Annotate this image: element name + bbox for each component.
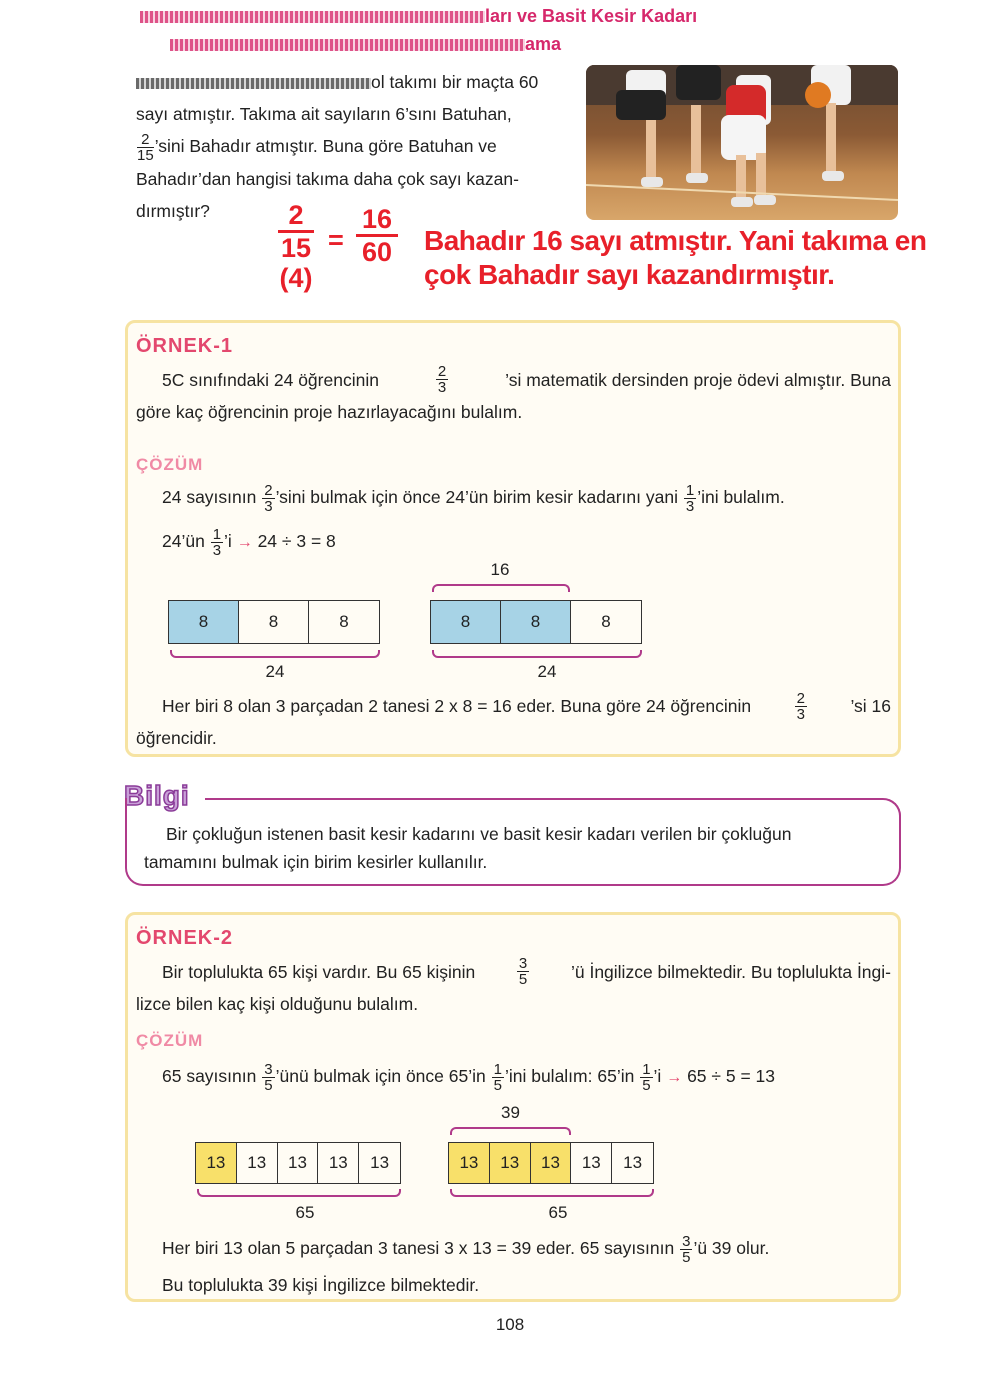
example2-bar-left (195, 1142, 401, 1184)
bar-segment: 8 (239, 601, 309, 643)
example2-fraction: $\frac{3}{5}$ (518, 955, 528, 988)
bar-segment: 8 (431, 601, 501, 643)
bar-segment: 13 (318, 1143, 359, 1183)
intro-fraction: $\frac{2}{15}$ (137, 130, 154, 164)
bar-total-label: 65 (548, 1203, 568, 1222)
example2-bar-right (448, 1142, 654, 1184)
header-title-line1: ları ve Basit Kesir Kadarı (485, 6, 698, 26)
header-obscured-text-2 (170, 39, 525, 51)
bar-total-label: 65 (295, 1203, 315, 1222)
bar-segment: 13 (237, 1143, 278, 1183)
bar-partial-label: 16 (490, 560, 510, 579)
solution2-fraction: $\frac{1}{3}$ (212, 525, 222, 559)
solution-fraction-1-5: $\frac{1}{5}$ (493, 1060, 502, 1094)
solution-fraction-1-5-b: $\frac{1}{5}$ (642, 1060, 651, 1094)
example2-conclusion-line1: Her biri 13 olan 5 parçadan 3 tanesi 3 x 13 = 39 eder. 65 sayısının $\frac{3}{5}$ ’ü 39 olur. (162, 1232, 770, 1266)
bar-segment: 13 (278, 1143, 319, 1183)
bilgi-text-line1: Bir çokluğun istenen basit kesir kadarını ve basit kesir kadarı verilen bir çokluğun (166, 824, 792, 844)
brace-bottom (170, 650, 380, 658)
bar-segment: 13 (449, 1143, 490, 1183)
example2-solution-line1: 65 sayısının $\frac{3}{5}$ ’ünü bulmak için önce 65’in $\frac{1}{5}$ ’ini bulalım: 65’in $\frac{1}{5}$ ’i → 65 ÷ 5 = 13 (162, 1060, 776, 1094)
bar-total-label: 24 (537, 662, 557, 681)
hw-num-left: 2 (288, 200, 304, 230)
bar-segment: 8 (339, 612, 349, 631)
brace-bottom (197, 1189, 401, 1197)
example1-problem-line1: 5C sınıfındaki 24 öğrencinin $\frac{2}{3}$ ’si matematik dersinden proje ödevi almıştır. Buna (162, 363, 891, 396)
bar-partial-label: 39 (501, 1103, 520, 1122)
example1-fraction: $\frac{2}{3}$ (437, 363, 447, 396)
arrow-right-icon: → (666, 1069, 683, 1086)
bar-segment: 13 (490, 1143, 531, 1183)
example1-solution-label: ÇÖZÜM (136, 455, 204, 474)
hw-answer-line1: Bahadır 16 sayı atmıştır. Yani takıma en (424, 225, 927, 256)
bar-segment: 13 (370, 1153, 390, 1172)
bilgi-title: Bilgi (124, 780, 190, 811)
example1-bar-left (168, 600, 380, 644)
bar-total-label: 24 (265, 662, 285, 681)
example1-conclusion (136, 690, 891, 754)
header-title-line2: ama (525, 34, 562, 54)
hw-equals: = (328, 225, 344, 255)
example1-conclusion-line1: Her biri 8 olan 3 parçadan 2 tanesi 2 x 8 = 16 eder. Buna göre 24 öğrencinin $\frac{2}{3}$ ’si 16 (162, 689, 891, 723)
solution-fraction-3-5: $\frac{3}{5}$ (264, 1060, 273, 1094)
page-header-line2 (170, 34, 561, 55)
brace-bottom (432, 650, 642, 658)
example1-problem (136, 364, 891, 428)
intro-line4: Bahadır’dan hangisi takıma daha çok sayı kazan- (136, 168, 519, 189)
intro-obscured-text (136, 78, 371, 89)
brace-bottom (450, 1189, 654, 1197)
example1-solution-line2: 24’ün $\frac{1}{3}$ ’i → 24 ÷ 3 = 8 (162, 525, 336, 559)
bar-segment: 13 (623, 1153, 643, 1172)
bar-segment: 8 (601, 612, 611, 631)
solution-fraction-1-3: $\frac{1}{3}$ (685, 481, 695, 515)
page-header (140, 6, 697, 27)
intro-problem (136, 66, 576, 227)
example1-title: ÖRNEK-1 (136, 335, 234, 357)
basketball-photo (586, 65, 898, 220)
hw-answer-line2: çok Bahadır sayı kazandırmıştır. (424, 259, 835, 290)
bar-segment: 8 (501, 601, 571, 643)
bilgi-text-line2: tamamını bulmak için birim kesirler kullanılır. (144, 852, 488, 872)
intro-line5: dırmıştır? (136, 200, 210, 221)
brace-top (450, 1127, 571, 1135)
handwritten-fraction-left (278, 200, 314, 293)
intro-line3: $\frac{2}{15}$ ’sini Bahadır atmıştır. Buna göre Batuhan ve (137, 130, 497, 164)
example2-conclusion-line2: Bu toplulukta 39 kişi İngilizce bilmektedir. (162, 1274, 480, 1295)
header-obscured-text (140, 11, 485, 23)
players-illustration (586, 65, 898, 220)
example1-problem-line2: göre kaç öğrencinin proje hazırlayacağını bulalım. (136, 402, 523, 422)
bilgi-box-corner (880, 798, 901, 818)
intro-line2: sayı atmıştır. Takıma ait sayıların 6’sını Batuhan, (136, 104, 512, 124)
bar-segment: 13 (196, 1143, 237, 1183)
intro-line1: ol takımı bir maçta 60 (136, 66, 576, 98)
hw-num-right: 16 (361, 204, 393, 234)
bar-segment: 8 (169, 601, 239, 643)
example2-title: ÖRNEK-2 (136, 927, 234, 949)
hw-den-left: 15 (278, 230, 314, 263)
example2-problem-line1: Bir toplulukta 65 kişi vardır. Bu 65 kişinin $\frac{3}{5}$ ’ü İngilizce bilmektedir. Bu toplulukta İngi- (162, 955, 891, 988)
bar-segment: 13 (571, 1143, 612, 1183)
example1-bar-right (430, 600, 642, 644)
hw-answer (424, 224, 926, 292)
example2-solution-label: ÇÖZÜM (136, 1031, 204, 1050)
page-number: 108 (495, 1315, 525, 1334)
handwritten-fraction-right (356, 204, 398, 267)
bar-segment: 13 (531, 1143, 572, 1183)
brace-top (432, 584, 570, 592)
arrow-right-icon: → (236, 534, 253, 551)
conclusion2-fraction: $\frac{3}{5}$ (682, 1232, 691, 1266)
example1-solution-line1: 24 sayısının $\frac{2}{3}$ ’sini bulmak için önce 24’ün birim kesir kadarını yani $\frac{1}{3}$ ’ini bulalım. (162, 481, 785, 515)
example2-problem-line2: lizce bilen kaç kişi olduğunu bulalım. (136, 994, 419, 1014)
example2-problem (136, 956, 891, 1020)
hw-multiplier: (4) (279, 263, 313, 293)
solution-fraction-2-3: $\frac{2}{3}$ (264, 481, 273, 515)
example1-conclusion-line2: öğrencidir. (136, 728, 217, 748)
bilgi-text (144, 820, 889, 876)
example2-conclusion (162, 1232, 887, 1301)
conclusion-fraction: $\frac{2}{3}$ (796, 689, 805, 723)
hw-den-right: 60 (356, 234, 398, 267)
